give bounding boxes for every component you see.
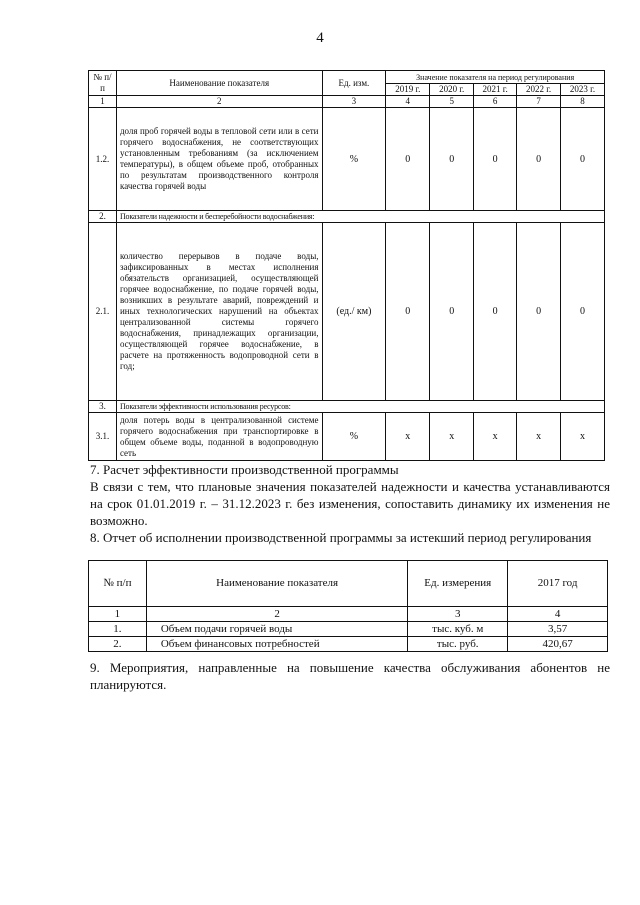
- row-num: 2.1.: [89, 223, 117, 401]
- row-name: доля проб горячей воды в тепловой сети или в сети горячего водоснабжения, не соответствующих установленным требованиям (за исключением температуры), в общем объеме проб, отобранных по результатам производственного контроля качества горячей воды: [116, 108, 322, 211]
- section-row: [89, 401, 605, 413]
- column-number-row: [89, 607, 608, 622]
- page-number: 4: [316, 30, 324, 46]
- row-value: 0: [561, 223, 605, 401]
- table-row: [89, 637, 608, 652]
- column-number: 3: [322, 96, 386, 108]
- section-title: Показатели эффективности использования ресурсов:: [116, 401, 604, 413]
- table-row: [89, 413, 605, 461]
- row-name: Объем подачи горячей воды: [146, 622, 407, 637]
- row-num: 3.1.: [89, 413, 117, 461]
- row-value: 0: [474, 108, 517, 211]
- section-8-title: 8. Отчет об исполнении производственной программы за истекший период регулирования: [90, 530, 592, 545]
- header-year: 2017 год: [508, 561, 608, 607]
- header-unit: Ед. измерения: [408, 561, 508, 607]
- header-num: № п/п: [89, 71, 117, 96]
- header-year: 2020 г.: [430, 84, 474, 96]
- section-7-text: В связи с тем, что плановые значения показателей надежности и качества устанавливаются на срок 01.01.2019 г. – 31.12.2023 г. без изменения, сопоставить динамику их изменения не возможно.: [90, 479, 610, 528]
- row-value: x: [561, 413, 605, 461]
- column-number: 8: [561, 96, 605, 108]
- header-year: 2022 г.: [517, 84, 561, 96]
- row-value: x: [430, 413, 474, 461]
- row-value: 0: [517, 108, 561, 211]
- row-value: 0: [561, 108, 605, 211]
- column-number: 1: [89, 96, 117, 108]
- row-value: x: [386, 413, 430, 461]
- header-num: № п/п: [89, 561, 147, 607]
- report-table: [88, 560, 608, 652]
- row-name: Объем финансовых потребностей: [146, 637, 407, 652]
- row-num: 1.2.: [89, 108, 117, 211]
- section-num: 3.: [89, 401, 117, 413]
- header-period: Значение показателя на период регулирования: [386, 71, 605, 84]
- section-title: Показатели надежности и бесперебойности водоснабжения:: [116, 211, 604, 223]
- column-number: 2: [146, 607, 407, 622]
- indicators-table: [88, 70, 605, 461]
- section-row: [89, 211, 605, 223]
- column-number: 7: [517, 96, 561, 108]
- header-year: 2021 г.: [474, 84, 517, 96]
- row-value: 3,57: [508, 622, 608, 637]
- header-name: Наименование показателя: [146, 561, 407, 607]
- row-value: 420,67: [508, 637, 608, 652]
- row-name: количество перерывов в подаче воды, зафиксированных в местах исполнения обязательств организацией, осуществляющей горячее водоснабжение, по подаче горячей воды, возникших в результате аварий, повреждений и иных технологических нарушений на объектах централизованной системы горячего водоснабжения, принадлежащих организации, осуществляющей горячее водоснабжение, в расчете на протяженность водопроводной сети в год;: [116, 223, 322, 401]
- section-num: 2.: [89, 211, 117, 223]
- row-value: 0: [386, 108, 430, 211]
- header-year: 2023 г.: [561, 84, 605, 96]
- column-number: 6: [474, 96, 517, 108]
- table-row: [89, 223, 605, 401]
- row-unit: тыс. куб. м: [408, 622, 508, 637]
- row-unit: (ед./ км): [322, 223, 386, 401]
- table-row: [89, 108, 605, 211]
- header-year: 2019 г.: [386, 84, 430, 96]
- row-unit: тыс. руб.: [408, 637, 508, 652]
- row-value: 0: [430, 108, 474, 211]
- row-value: x: [474, 413, 517, 461]
- column-number: 1: [89, 607, 147, 622]
- row-value: 0: [517, 223, 561, 401]
- header-unit: Ед. изм.: [322, 71, 386, 96]
- row-unit: %: [322, 413, 386, 461]
- row-unit: %: [322, 108, 386, 211]
- column-number: 3: [408, 607, 508, 622]
- header-name: Наименование показателя: [116, 71, 322, 96]
- section-9-text: 9. Мероприятия, направленные на повышение качества обслуживания абонентов не планируются.: [90, 660, 610, 692]
- row-num: 1.: [89, 622, 147, 637]
- section-7-title: 7. Расчет эффективности производственной программы: [90, 462, 399, 477]
- table-row: [89, 622, 608, 637]
- column-number-row: [89, 96, 605, 108]
- column-number: 4: [386, 96, 430, 108]
- column-number: 2: [116, 96, 322, 108]
- column-number: 4: [508, 607, 608, 622]
- row-num: 2.: [89, 637, 147, 652]
- row-name: доля потерь воды в централизованной системе горячего водоснабжения при транспортировке в общем объеме воды, поданной в водопроводную сеть: [116, 413, 322, 461]
- column-number: 5: [430, 96, 474, 108]
- row-value: x: [517, 413, 561, 461]
- row-value: 0: [474, 223, 517, 401]
- row-value: 0: [386, 223, 430, 401]
- row-value: 0: [430, 223, 474, 401]
